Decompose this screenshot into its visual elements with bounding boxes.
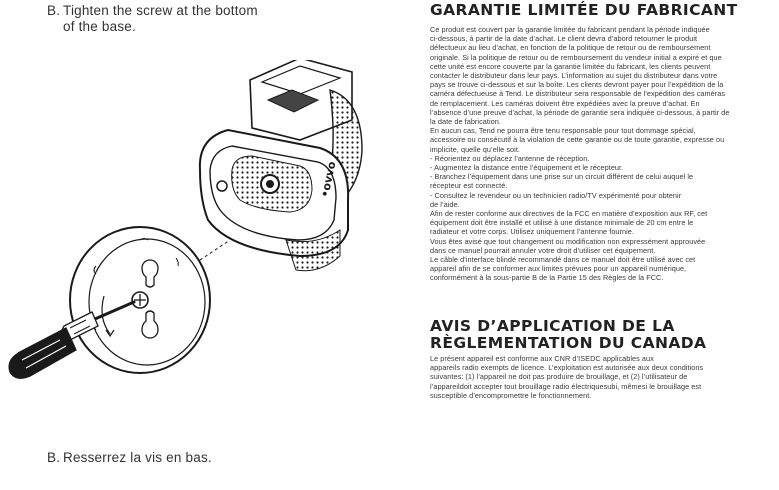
canada-line: susceptible d’encompromettre le fonctionnement. [430, 390, 592, 400]
warranty-line: Ce produit est couvert par la garantie limitée du fabricant pendant la période indiquée [430, 25, 710, 34]
warranty-line: équipement doit être installé et utilisé à une distance minimale de 20 cm entre le [430, 218, 694, 228]
warranty-line: En aucun cas, Tend ne pourra être tenu responsable pour tout dommage spécial, [430, 126, 696, 136]
canada-title-line: RÈGLEMENTATION DU CANADA [430, 334, 707, 352]
step-text: Resserrez la vis en bas. [63, 450, 212, 465]
warranty-line: implicite, quelle qu’elle soit. [430, 144, 520, 154]
warranty-line: ci-dessous, à partir de la date d’achat. Le client devra d’abord retourner le produit [430, 34, 698, 44]
warranty-title: GARANTIE LIMITÉE DU FABRICANT [430, 1, 738, 19]
warranty-line: pays se trouve ci-dessous et sur la boîte. Les clients devront payer pour l’expédition de la [430, 80, 724, 90]
warranty-line: accessoire ou consécutif à la violation de cette garantie ou de toute garantie, expresse ou [430, 135, 725, 145]
warranty-line: cette unité est encore couverte par la garantie limitée du fabricant, les clients peuvent [430, 61, 711, 71]
warranty-line: radiateur et votre corps. Utilisez uniquement l’antenne fournie. [430, 227, 634, 237]
canada-line: Le présent appareil est conforme aux CNR d’ISEDC applicables aux [430, 354, 654, 363]
warranty-line: l’absence d’une preuve d’achat, la période de garantie sera indiquée ci-dessous, à partir de [430, 107, 730, 117]
warranty-body [430, 25, 775, 283]
warranty-line: Afin de rester conforme aux directives de la FCC en matière d’exposition aux RF, cet [430, 209, 708, 219]
canada-line: suivantes: (1) l’appareil ne doit pas produire de brouillage, et (2) l’utilisateur de [430, 372, 688, 382]
warranty-line: - Consultez le revendeur ou un technicien radio/TV expérimenté pour obtenir [430, 190, 682, 200]
canada-notice-body [430, 354, 775, 400]
warranty-line: dans ce manuel pourrait annuler votre droit d’utiliser cet équipement. [430, 245, 656, 255]
canada-title-line: AVIS D’APPLICATION DE LA [430, 317, 675, 335]
product-logo: •ovvo [318, 160, 339, 199]
step-letter: B. [47, 3, 61, 18]
camera-device [200, 60, 362, 271]
canada-line: l’appareildoit accepter tout brouillage radio électriquesubi, mêmesi le brouillage est [430, 381, 702, 391]
warranty-line: appareil afin de se conformer aux limites prévues pour un appareil numérique, [430, 264, 687, 274]
step-letter: B. [47, 450, 61, 465]
step-line: Tighten the screw at the bottom [63, 3, 258, 18]
installation-illustration [0, 60, 400, 390]
warranty-line: contacter le distributeur dans leur pays. L’information au sujet du distributeur dans votre [430, 71, 718, 81]
warranty-line: de l’aide. [430, 199, 460, 209]
warranty-line: la date de fabrication. [430, 117, 501, 127]
step-instruction-en [47, 3, 347, 35]
warranty-line: - Réorientez ou déplacez l’antenne de réception. [430, 153, 590, 163]
warranty-line: - Branchez l’équipement dans une prise sur un circuit différent de celui auquel le [430, 172, 694, 182]
canada-line: appareils radio exempts de licence. L’exploitation est autorisée aux deux conditions [430, 363, 704, 373]
canada-notice-title [430, 318, 775, 352]
step-line: of the base. [63, 19, 136, 34]
warranty-line: défectueux au lieu d’achat, en fonction de la politique de retour ou de remboursement [430, 43, 711, 53]
warranty-line: de remplacement. Les caméras doivent être expédiées avec la preuve d’achat. En [430, 98, 700, 108]
step-instruction-fr [47, 450, 212, 466]
warranty-line: caméra défectueuse à Tend. Le distributeur sera responsable de l’expédition des caméras [430, 89, 726, 99]
warranty-line: Le câble d’interface blindé recommandé dans ce manuel doit être utilisé avec cet [430, 255, 696, 265]
warranty-line: Vous êtes avisé que tout changement ou modification non expressément approuvée [430, 236, 706, 246]
warranty-line: récepteur est connecté. [430, 181, 508, 191]
warranty-line: - Augmentez la distance entre l’équipement et le récepteur. [430, 163, 624, 173]
mounting-base [70, 227, 210, 373]
warranty-line: originale. Si la politique de retour ou de remboursement du vendeur initial a expiré et que [430, 52, 722, 62]
warranty-line: conformément à la sous-partie B de la Partie 15 des Règles de la FCC. [430, 273, 664, 283]
